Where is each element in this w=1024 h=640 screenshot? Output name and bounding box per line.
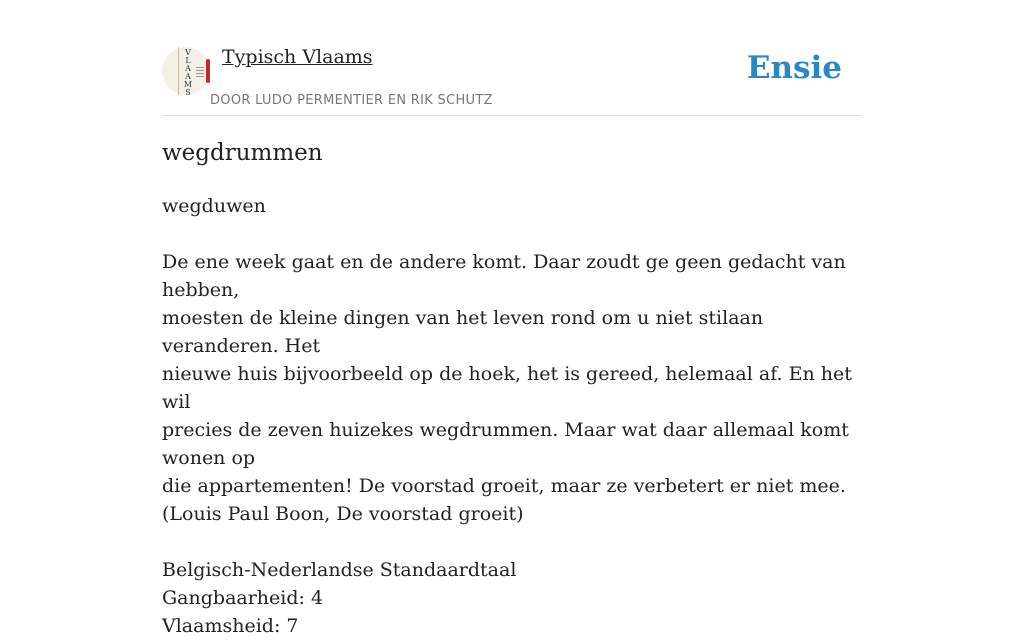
ensie-brand-link[interactable]: Ensie: [746, 50, 842, 86]
blog-authors: DOOR LUDO PERMENTIER EN RIK SCHUTZ: [210, 93, 493, 108]
entry-definition: wegduwen: [162, 195, 266, 217]
blog-logo-avatar[interactable]: [162, 47, 210, 95]
quote-line: De ene week gaat en de andere komt. Daar zoudt ge geen gedacht van hebben,: [162, 251, 846, 301]
quote-citation: (Louis Paul Boon, De voorstad groeit): [162, 503, 524, 525]
quote-line: moesten de kleine dingen van het leven rond om u niet stilaan veranderen. Het: [162, 307, 764, 357]
entry-title: wegdrummen: [162, 140, 323, 166]
blog-title-link[interactable]: Typisch Vlaams: [222, 46, 373, 68]
logo-spine: [178, 47, 179, 95]
quote-line: die appartementen! De voorstad groeit, maar ze verbetert er niet mee.: [162, 475, 846, 497]
entry-content: [162, 192, 862, 640]
quote-line: precies de zeven huizekes wegdrummen. Maar wat daar allemaal komt wonen op: [162, 419, 849, 469]
blog-header: [162, 0, 862, 116]
quote-line: nieuwe huis bijvoorbeeld op de hoek, het is gereed, helemaal af. En het wil: [162, 363, 852, 413]
logo-text-lines: [196, 67, 204, 79]
entry-gangbaarheid: Gangbaarheid: 4: [162, 587, 324, 609]
logo-letters: V L A A M S: [183, 48, 193, 97]
page: [162, 0, 862, 637]
entry-standard: Belgisch-Nederlandse Standaardtaal: [162, 559, 517, 581]
logo-red-edge: [206, 59, 210, 83]
entry-vlaamsheid: Vlaamsheid: 7: [162, 615, 299, 637]
